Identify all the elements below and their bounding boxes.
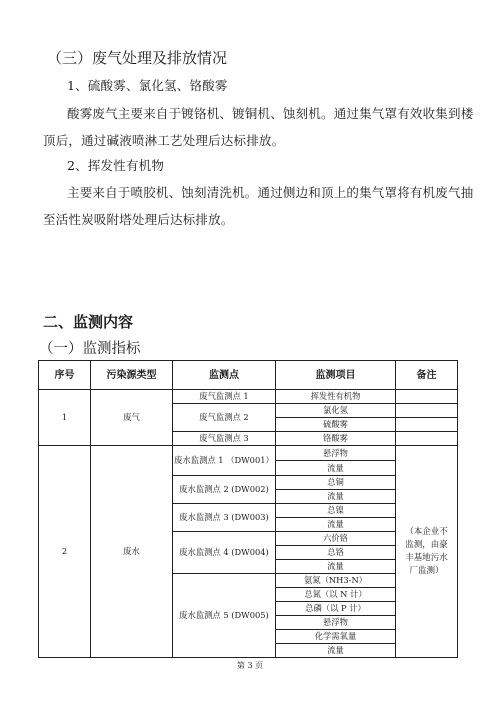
table-row xyxy=(39,446,458,461)
monitoring-item: 硫酸雾 xyxy=(276,418,396,432)
monitoring-point: 废气监测点 1 xyxy=(173,390,276,404)
header-cell: 监测点 xyxy=(173,361,276,390)
monitoring-point: 废水监测点 1 （DW001） xyxy=(173,446,276,476)
monitoring-point: 废水监测点 5 (DW005) xyxy=(173,574,276,658)
section-heading-monitoring: 二、监测内容 xyxy=(43,313,134,331)
monitoring-item: 悬浮物 xyxy=(276,446,396,461)
monitoring-table xyxy=(38,360,458,658)
item1-paragraph-line1: 酸雾废气主要来自于镀铬机、镀铜机、蚀刻机。通过集气罩有效收集到楼 xyxy=(67,106,474,121)
monitoring-item: 总铬 xyxy=(276,546,396,560)
monitoring-item: 流量 xyxy=(276,560,396,574)
item2-paragraph-line2: 至活性炭吸附塔处理后达标排放。 xyxy=(43,212,234,227)
page-number: 第 3 页 xyxy=(236,661,264,670)
monitoring-item: 总镍 xyxy=(276,504,396,518)
row-number: 1 xyxy=(39,390,91,446)
header-cell: 污染源类型 xyxy=(91,361,173,390)
header-cell: 备注 xyxy=(396,361,458,390)
monitoring-item: 氯化氢 xyxy=(276,404,396,418)
note-cell xyxy=(396,432,458,446)
note-cell xyxy=(396,404,458,418)
subsection-heading-indicators: （一）监测指标 xyxy=(39,341,141,357)
table-header-row xyxy=(39,361,458,390)
monitoring-item: 化学需氧量 xyxy=(276,630,396,644)
item2-paragraph-line1: 主要来自于喷胶机、蚀刻清洗机。通过侧边和顶上的集气罩将有机废气抽 xyxy=(67,185,474,200)
monitoring-item: 流量 xyxy=(276,644,396,658)
section-heading-waste-gas: （三）废气处理及排放情况 xyxy=(47,49,228,67)
item1-paragraph-line2: 顶后，通过碱液喷淋工艺处理后达标排放。 xyxy=(43,133,285,148)
monitoring-point: 废水监测点 3 (DW003) xyxy=(173,504,276,532)
row-number: 2 xyxy=(39,446,91,658)
monitoring-item: 总氮（以 N 计） xyxy=(276,588,396,602)
monitoring-item: 流量 xyxy=(276,490,396,504)
monitoring-item: 铬酸雾 xyxy=(276,432,396,446)
item2-title: 2、挥发性有机物 xyxy=(67,158,165,173)
item1-title: 1、硫酸雾、氯化氢、铬酸雾 xyxy=(67,78,228,93)
monitoring-item: 流量 xyxy=(276,518,396,532)
source-type: 废气 xyxy=(91,390,173,446)
monitoring-item: 挥发性有机物 xyxy=(276,390,396,404)
monitoring-item: 六价铬 xyxy=(276,532,396,546)
monitoring-point: 废气监测点 3 xyxy=(173,432,276,446)
header-cell: 监测项目 xyxy=(276,361,396,390)
note-cell xyxy=(396,390,458,404)
header-cell: 序号 xyxy=(39,361,91,390)
monitoring-point: 废水监测点 4 (DW004) xyxy=(173,532,276,574)
monitoring-item: 总磷（以 P 计） xyxy=(276,602,396,616)
monitoring-item: 氨氮（NH3-N） xyxy=(276,574,396,588)
note-cell xyxy=(396,418,458,432)
monitoring-point: 废水监测点 2 (DW002) xyxy=(173,476,276,504)
monitoring-item: 悬浮物 xyxy=(276,616,396,630)
table-row xyxy=(39,390,458,404)
note-cell: （本企业不监测，由豪丰基地污水厂监测） xyxy=(396,446,458,658)
monitoring-point: 废气监测点 2 xyxy=(173,404,276,432)
source-type: 废水 xyxy=(91,446,173,658)
monitoring-item: 总铜 xyxy=(276,476,396,490)
monitoring-item: 流量 xyxy=(276,461,396,476)
